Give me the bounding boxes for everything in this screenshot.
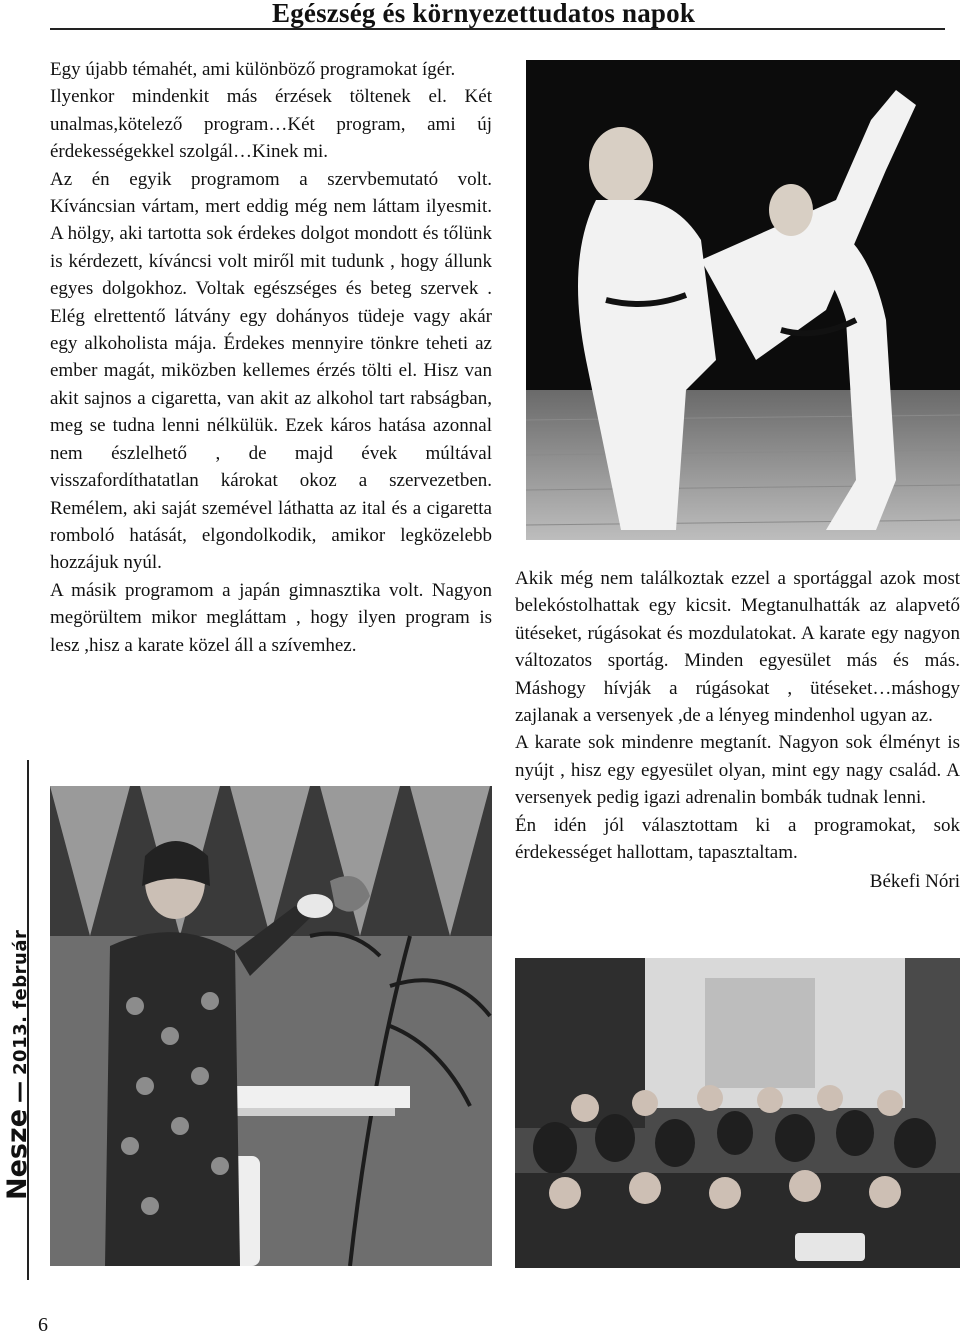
article-paragraph: Akik még nem találkoztak ezzel a sportággal azok most belekóstolhattak egy kicsit. Megtanulhatták az alapvető ütéseket, rúgásokat és mozdulatokat. A karate egy nagyon változatos sportág. Minden egyesület más és más. Máshogy hívják a rúgásokat , ütéseket…máshogy zajlanak a versenyek ,de a lényeg mindenhol ugyan az. [515, 568, 960, 727]
lecture-photo-image [50, 786, 492, 1266]
lecture-photo [50, 786, 492, 1266]
karate-photo-image [526, 60, 960, 540]
header-rule [50, 28, 945, 30]
audience-photo-image [515, 958, 960, 1268]
article-paragraph: Ilyenkor mindenkit más érzések töltenek el. Két unalmas,kötelező program…Két program, ami új érdekességekkel szolgál…Kinek mi. [50, 86, 492, 163]
page-number: 6 [38, 1314, 48, 1336]
page-title: Egészség és környezettudatos napok [272, 0, 696, 28]
article-right-column [515, 565, 960, 896]
issue-date: 2013. február [10, 929, 31, 1075]
karate-photo [526, 60, 960, 540]
article-left-column [50, 56, 492, 659]
article-paragraph: A másik programom a japán gimnasztika volt. Nagyon megörültem mikor megláttam , hogy ilyen program is lesz ,hisz a karate közel áll a szívemhez. [50, 579, 492, 656]
author-signature: Békefi Nóri [869, 871, 960, 893]
magazine-side-label [2, 930, 33, 1200]
audience-photo [515, 958, 960, 1268]
magazine-name: Nesze [2, 1108, 33, 1200]
article-paragraph: Egy újabb témahét, ami különböző programokat ígér. [50, 59, 456, 80]
side-dash: — [7, 1080, 32, 1103]
article-paragraph: Az én egyik programom a szervbemutató volt. Kíváncsian vártam, mert eddig még nem láttam ilyesmit. A hölgy, aki tartotta sok érdekes dolgot mondott és tőlünk is kérdezett, kíváncsi volt miről mit tudunk , hogy állunk egyes dolgokhoz. Voltak egészséges és beteg szervek . Elég elrettentő látvány egy dohányos tüdeje vagy akár egy alkoholista mája. Érdekes mennyire tönkre teheti az ember magát, miközben kellemes érzés tölti el. Hisz van akit sajnos a cigaretta, van akit az alkohol tart rabságban, meg se tudna lenni nélkülük. Ezek káros hatása azonnal nem észlelhető , de majd évek múltával visszafordíthatatlan károkat okoz a szervezetben. Remélem, aki saját szemével láthatta az ital és a cigaretta romboló hatását, elgondolkodik, amikor legközelebb hozzájuk nyúl. [50, 168, 492, 574]
article-paragraph: A karate sok mindenre megtanít. Nagyon sok élményt is nyújt , hisz egy egyesület olyan, mint egy nagy család. A versenyek pedig igazi adrenalin bombák tudnak lenni. [515, 732, 960, 809]
article-paragraph: Én idén jól választottam ki a programokat, sok érdekességet hallottam, tapasztaltam. [515, 814, 960, 864]
